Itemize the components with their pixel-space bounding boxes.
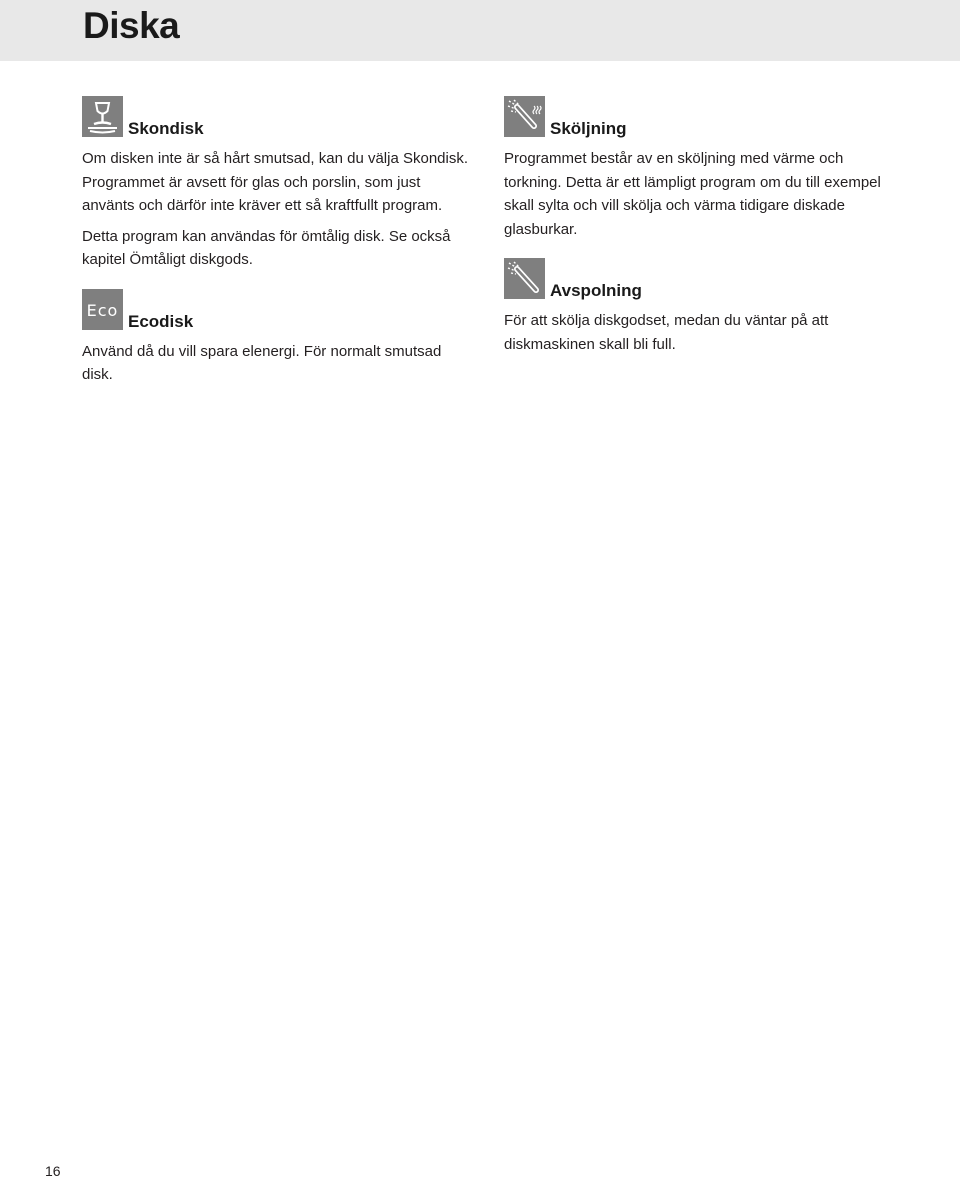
left-column bbox=[82, 93, 472, 401]
paragraph: Programmet består av en sköljning med värme och torkning. Detta är ett lämpligt program om du till exempel skall sylta och vill skölja och värma tidigare diskade glasburkar. bbox=[504, 150, 881, 238]
section-avspolning bbox=[504, 255, 904, 356]
rinse-heat-icon bbox=[504, 96, 545, 137]
section-skoljning bbox=[504, 93, 904, 241]
paragraph: Detta program kan användas för ömtålig disk. Se också kapitel Ömtåligt diskgods. bbox=[82, 227, 451, 268]
page-number: 16 bbox=[45, 1163, 61, 1179]
paragraph: För att skölja diskgodset, medan du väntar på att diskmaskinen skall bli full. bbox=[504, 312, 829, 353]
eco-icon-label: Eco bbox=[86, 301, 119, 320]
paragraph: Använd då du vill spara elenergi. För normalt smutsad disk. bbox=[82, 342, 442, 383]
section-ecodisk bbox=[82, 286, 472, 387]
paragraph: Om disken inte är så hårt smutsad, kan du välja Skondisk. Programmet är avsett för glas och porslin, som just använts och därför inte kräver ett så kraftfullt program. bbox=[82, 150, 469, 214]
section-head bbox=[82, 286, 472, 332]
section-skondisk bbox=[82, 93, 472, 272]
page-title: Diska bbox=[83, 5, 180, 46]
section-title: Skondisk bbox=[128, 119, 204, 138]
section-title: Ecodisk bbox=[128, 311, 194, 331]
wine-glass-icon bbox=[82, 96, 123, 137]
section-head bbox=[504, 255, 904, 301]
eco-icon bbox=[82, 289, 123, 330]
right-column bbox=[504, 93, 904, 370]
rinse-icon bbox=[504, 258, 545, 299]
section-title: Sköljning bbox=[550, 119, 627, 138]
section-head bbox=[82, 93, 472, 139]
section-title: Avspolning bbox=[550, 281, 642, 300]
section-head bbox=[504, 93, 904, 139]
